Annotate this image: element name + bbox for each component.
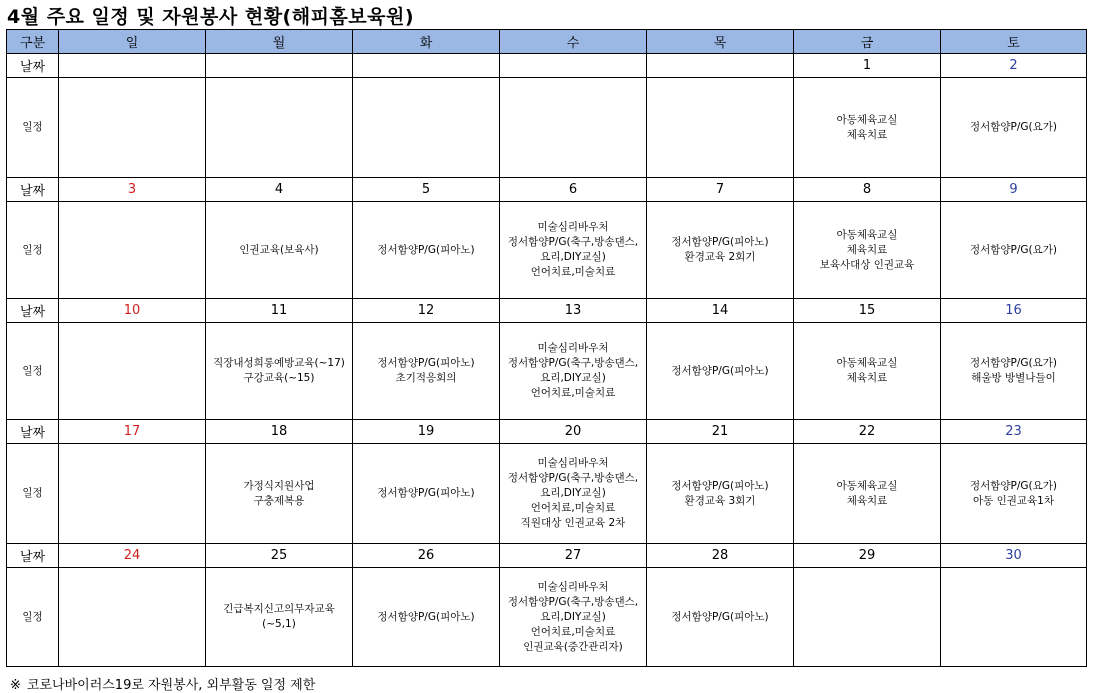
schedule-entry: 체육치료	[846, 494, 888, 507]
schedule-entry: 언어치료,미술치료	[530, 625, 616, 638]
schedule-cell	[647, 202, 794, 299]
schedule-entry: 보육사대상 인권교육	[819, 258, 915, 271]
schedule-cell	[59, 323, 206, 420]
date-cell: 17	[59, 420, 206, 444]
schedule-entry: 요리,DIY교실)	[540, 610, 606, 623]
schedule-entry: 가정식지원사업	[243, 479, 315, 492]
schedule-cell	[647, 444, 794, 544]
schedule-entry: 체육치료	[846, 128, 888, 141]
schedule-entry: 언어치료,미술치료	[530, 502, 616, 514]
date-cell: 15	[794, 299, 941, 323]
schedule-cell	[59, 78, 206, 178]
date-cell	[647, 54, 794, 78]
schedule-entry: 구충제복용	[253, 494, 305, 507]
schedule-row-label: 일정	[7, 202, 59, 299]
schedule-cell	[206, 78, 353, 178]
date-cell: 23	[941, 420, 1087, 444]
date-cell: 12	[353, 299, 500, 323]
schedule-entry: 정서함양P/G(요가)	[969, 121, 1058, 133]
date-row-label: 날짜	[7, 178, 59, 202]
schedule-cell	[59, 202, 206, 299]
weekday-header-thu: 목	[647, 30, 794, 54]
schedule-entry: 정서함양P/G(피아노)	[671, 364, 769, 377]
schedule-cell	[647, 323, 794, 420]
weekday-header-tue: 화	[353, 30, 500, 54]
date-row-label: 날짜	[7, 299, 59, 323]
schedule-cell	[647, 568, 794, 667]
schedule-row	[7, 323, 1087, 420]
date-cell	[206, 54, 353, 78]
date-cell: 8	[794, 178, 941, 202]
schedule-cell	[941, 444, 1087, 544]
schedule-cell	[794, 323, 941, 420]
schedule-entry: 정서함양P/G(피아노)	[377, 610, 475, 623]
schedule-entry: 요리,DIY교실)	[540, 251, 606, 263]
schedule-entry: 정서함양P/G(요가)	[969, 479, 1058, 492]
schedule-entry: 정서함양P/G(피아노)	[377, 357, 475, 369]
date-cell	[353, 54, 500, 78]
schedule-entry: 직장내성희롱예방교육(~17)	[213, 357, 345, 369]
footnote-text: 코로나바이러스19로 자원봉사, 외부활동 일정 제한	[26, 678, 316, 693]
footnote	[10, 674, 315, 693]
schedule-entry: 정서함양P/G(축구,방송댄스,	[507, 472, 639, 484]
schedule-entry: 환경교육 2회기	[684, 251, 756, 263]
schedule-row-label: 일정	[7, 444, 59, 544]
schedule-cell	[941, 568, 1087, 667]
date-row-label: 날짜	[7, 54, 59, 78]
reference-mark: ※	[10, 678, 21, 693]
date-cell: 22	[794, 420, 941, 444]
schedule-entry: 언어치료,미술치료	[530, 266, 616, 278]
calendar-body	[7, 54, 1087, 667]
schedule-entry: 미술심리바우처	[537, 221, 609, 233]
schedule-cell	[500, 323, 647, 420]
schedule-cell	[500, 78, 647, 178]
schedule-entry: 정서함양P/G(축구,방송댄스,	[507, 357, 639, 369]
date-cell: 6	[500, 178, 647, 202]
schedule-cell	[941, 202, 1087, 299]
schedule-entry: 긴급복지신고의무자교육	[223, 603, 335, 615]
schedule-row	[7, 202, 1087, 299]
date-row	[7, 54, 1087, 78]
schedule-cell	[353, 568, 500, 667]
schedule-entry: 인권교육(보육사)	[239, 243, 319, 256]
date-cell	[59, 54, 206, 78]
schedule-row	[7, 444, 1087, 544]
schedule-calendar-table	[6, 29, 1087, 667]
schedule-row-label: 일정	[7, 568, 59, 667]
schedule-cell	[794, 78, 941, 178]
date-cell: 18	[206, 420, 353, 444]
schedule-entry: 해울방 방별나들이	[971, 372, 1056, 384]
date-cell: 4	[206, 178, 353, 202]
schedule-cell	[647, 78, 794, 178]
schedule-row	[7, 78, 1087, 178]
schedule-entry: 구강교육(~15)	[243, 372, 315, 384]
weekday-header-mon: 월	[206, 30, 353, 54]
schedule-cell	[206, 323, 353, 420]
date-cell: 29	[794, 544, 941, 568]
date-cell: 11	[206, 299, 353, 323]
date-row	[7, 299, 1087, 323]
schedule-entry: 정서함양P/G(요가)	[969, 357, 1058, 369]
date-row-label: 날짜	[7, 544, 59, 568]
schedule-entry: 요리,DIY교실)	[540, 487, 606, 499]
date-cell: 7	[647, 178, 794, 202]
schedule-cell	[941, 323, 1087, 420]
schedule-cell	[794, 444, 941, 544]
date-cell: 30	[941, 544, 1087, 568]
schedule-entry: (~5,1)	[262, 618, 296, 630]
date-cell: 26	[353, 544, 500, 568]
schedule-entry: 초기적응회의	[395, 372, 457, 384]
schedule-cell	[794, 202, 941, 299]
schedule-entry: 체육치료	[846, 243, 888, 256]
weekday-header-row	[7, 30, 1087, 54]
schedule-cell	[941, 78, 1087, 178]
schedule-entry: 언어치료,미술치료	[530, 387, 616, 399]
schedule-entry: 정서함양P/G(요가)	[969, 243, 1058, 256]
schedule-cell	[206, 568, 353, 667]
weekday-header-fri: 금	[794, 30, 941, 54]
date-cell: 5	[353, 178, 500, 202]
date-cell: 21	[647, 420, 794, 444]
date-row	[7, 420, 1087, 444]
date-cell: 25	[206, 544, 353, 568]
schedule-row-label: 일정	[7, 323, 59, 420]
schedule-entry: 정서함양P/G(축구,방송댄스,	[507, 236, 639, 248]
header-label-cell: 구분	[7, 30, 59, 54]
schedule-row	[7, 568, 1087, 667]
schedule-cell	[353, 444, 500, 544]
date-cell: 28	[647, 544, 794, 568]
schedule-entry: 요리,DIY교실)	[540, 372, 606, 384]
schedule-entry: 미술심리바우처	[537, 457, 609, 469]
schedule-row-label: 일정	[7, 78, 59, 178]
date-cell: 9	[941, 178, 1087, 202]
date-cell: 27	[500, 544, 647, 568]
date-cell: 2	[941, 54, 1087, 78]
date-cell: 16	[941, 299, 1087, 323]
schedule-cell	[59, 568, 206, 667]
date-cell: 13	[500, 299, 647, 323]
date-cell: 24	[59, 544, 206, 568]
date-row-label: 날짜	[7, 420, 59, 444]
date-cell: 14	[647, 299, 794, 323]
schedule-cell	[353, 202, 500, 299]
schedule-entry: 인권교육(중간관리자)	[523, 640, 623, 653]
schedule-entry: 아동 인권교육1차	[972, 494, 1055, 507]
schedule-entry: 아동체육교실	[836, 228, 898, 241]
date-cell: 3	[59, 178, 206, 202]
schedule-entry: 직원대상 인권교육 2차	[520, 517, 626, 529]
date-cell	[500, 54, 647, 78]
date-cell: 1	[794, 54, 941, 78]
weekday-header-wed: 수	[500, 30, 647, 54]
date-cell: 10	[59, 299, 206, 323]
schedule-entry: 체육치료	[846, 372, 888, 384]
schedule-entry: 정서함양P/G(피아노)	[377, 487, 475, 499]
schedule-entry: 정서함양P/G(피아노)	[671, 236, 769, 248]
schedule-cell	[59, 444, 206, 544]
schedule-cell	[794, 568, 941, 667]
schedule-entry: 아동체육교실	[836, 357, 898, 369]
date-cell: 20	[500, 420, 647, 444]
schedule-entry: 아동체육교실	[836, 479, 898, 492]
schedule-cell	[500, 444, 647, 544]
date-cell: 19	[353, 420, 500, 444]
date-row	[7, 544, 1087, 568]
page-title: 4월 주요 일정 및 자원봉사 현황(해피홈보육원)	[7, 6, 415, 28]
schedule-entry: 정서함양P/G(축구,방송댄스,	[507, 595, 639, 608]
schedule-entry: 미술심리바우처	[537, 342, 609, 354]
schedule-cell	[500, 202, 647, 299]
schedule-entry: 미술심리바우처	[537, 580, 609, 593]
schedule-cell	[500, 568, 647, 667]
weekday-header-sat: 토	[941, 30, 1087, 54]
schedule-entry: 아동체육교실	[836, 113, 898, 126]
weekday-header-sun: 일	[59, 30, 206, 54]
schedule-cell	[353, 323, 500, 420]
schedule-entry: 정서함양P/G(피아노)	[377, 243, 475, 256]
date-row	[7, 178, 1087, 202]
schedule-entry: 환경교육 3회기	[684, 494, 756, 507]
schedule-cell	[206, 202, 353, 299]
schedule-cell	[353, 78, 500, 178]
schedule-entry: 정서함양P/G(피아노)	[671, 610, 769, 623]
schedule-cell	[206, 444, 353, 544]
schedule-entry: 정서함양P/G(피아노)	[671, 479, 769, 492]
